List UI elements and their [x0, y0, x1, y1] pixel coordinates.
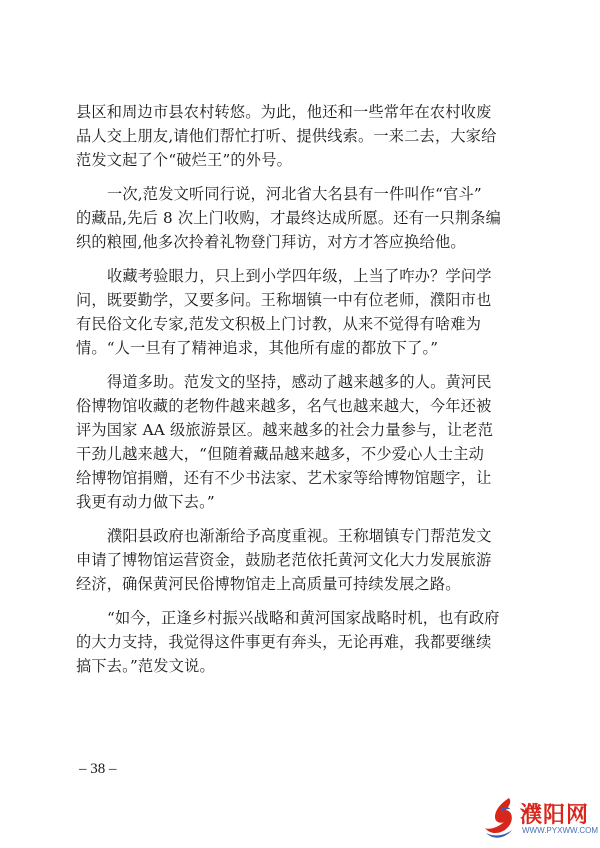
text-line: 申请了博物馆运营资金，鼓励老范依托黄河文化大力发展旅游	[76, 551, 492, 569]
page-number: – 38 –	[79, 761, 117, 777]
text-line: 给博物馆捐赠，还有不少书法家、艺术家等给博物馆题字，让	[76, 469, 492, 487]
text-line: 织的粮囤,他多次拎着礼物登门拜访，对方才答应换给他。	[76, 233, 466, 251]
text-line: 品人交上朋友,请他们帮忙打听、提供线索。一来二去，大家给	[76, 127, 497, 145]
watermark-site-url: WWW.PYXWW.COM	[522, 826, 598, 835]
pyxww-logo-icon	[482, 795, 518, 841]
text-line: 有民俗文化专家,范发文积极上门讨教，从来不觉得有啥难为	[76, 315, 482, 333]
text-line: 评为国家 AA 级旅游景区。越来越多的社会力量参与，让老范	[76, 421, 494, 439]
text-line: 范发文起了个“破烂王”的外号。	[76, 151, 292, 169]
site-watermark	[482, 795, 597, 845]
paragraph-start-line: 得道多助。范发文的坚持，感动了越来越多的人。黄河民	[107, 373, 492, 391]
paragraph-start-line: “如今，正逢乡村振兴战略和黄河国家战略时机，也有政府	[107, 609, 500, 627]
text-line: 的大力支持，我觉得这件事更有奔头，无论再难，我都要继续	[76, 633, 492, 651]
paragraph-start-line: 收藏考验眼力，只上到小学四年级，上当了咋办？学问学	[107, 267, 492, 285]
text-line: 县区和周边市县农村转悠。为此，他还和一些常年在农村收废	[76, 103, 492, 121]
paragraph-start-line: 濮阳县政府也渐渐给予高度重视。王称堌镇专门帮范发文	[107, 527, 492, 545]
article-body	[76, 100, 528, 678]
text-line: 问，既要勤学，又要多问。王称堌镇一中有位老师，濮阳市也	[76, 291, 492, 309]
text-line: 搞下去。”范发文说。	[76, 657, 215, 675]
text-line: 干劲儿越来越大，“但随着藏品越来越多，不少爱心人士主动	[76, 445, 485, 463]
text-line: 的藏品,先后 8 次上门收购，才最终达成所愿。还有一只荆条编	[76, 209, 502, 227]
text-line: 俗博物馆收藏的老物件越来越多，名气也越来越大，今年还被	[76, 397, 492, 415]
text-line: 我更有动力做下去。”	[76, 493, 215, 511]
text-line: 情。“人一旦有了精神追求，其他所有虚的都放下了。”	[76, 339, 439, 357]
text-line: 经济，确保黄河民俗博物馆走上高质量可持续发展之路。	[76, 575, 461, 593]
paragraph-start-line: 一次,范发文听同行说，河北省大名县有一件叫作“官斗”	[107, 185, 482, 203]
watermark-site-name: 濮阳网	[520, 803, 590, 828]
